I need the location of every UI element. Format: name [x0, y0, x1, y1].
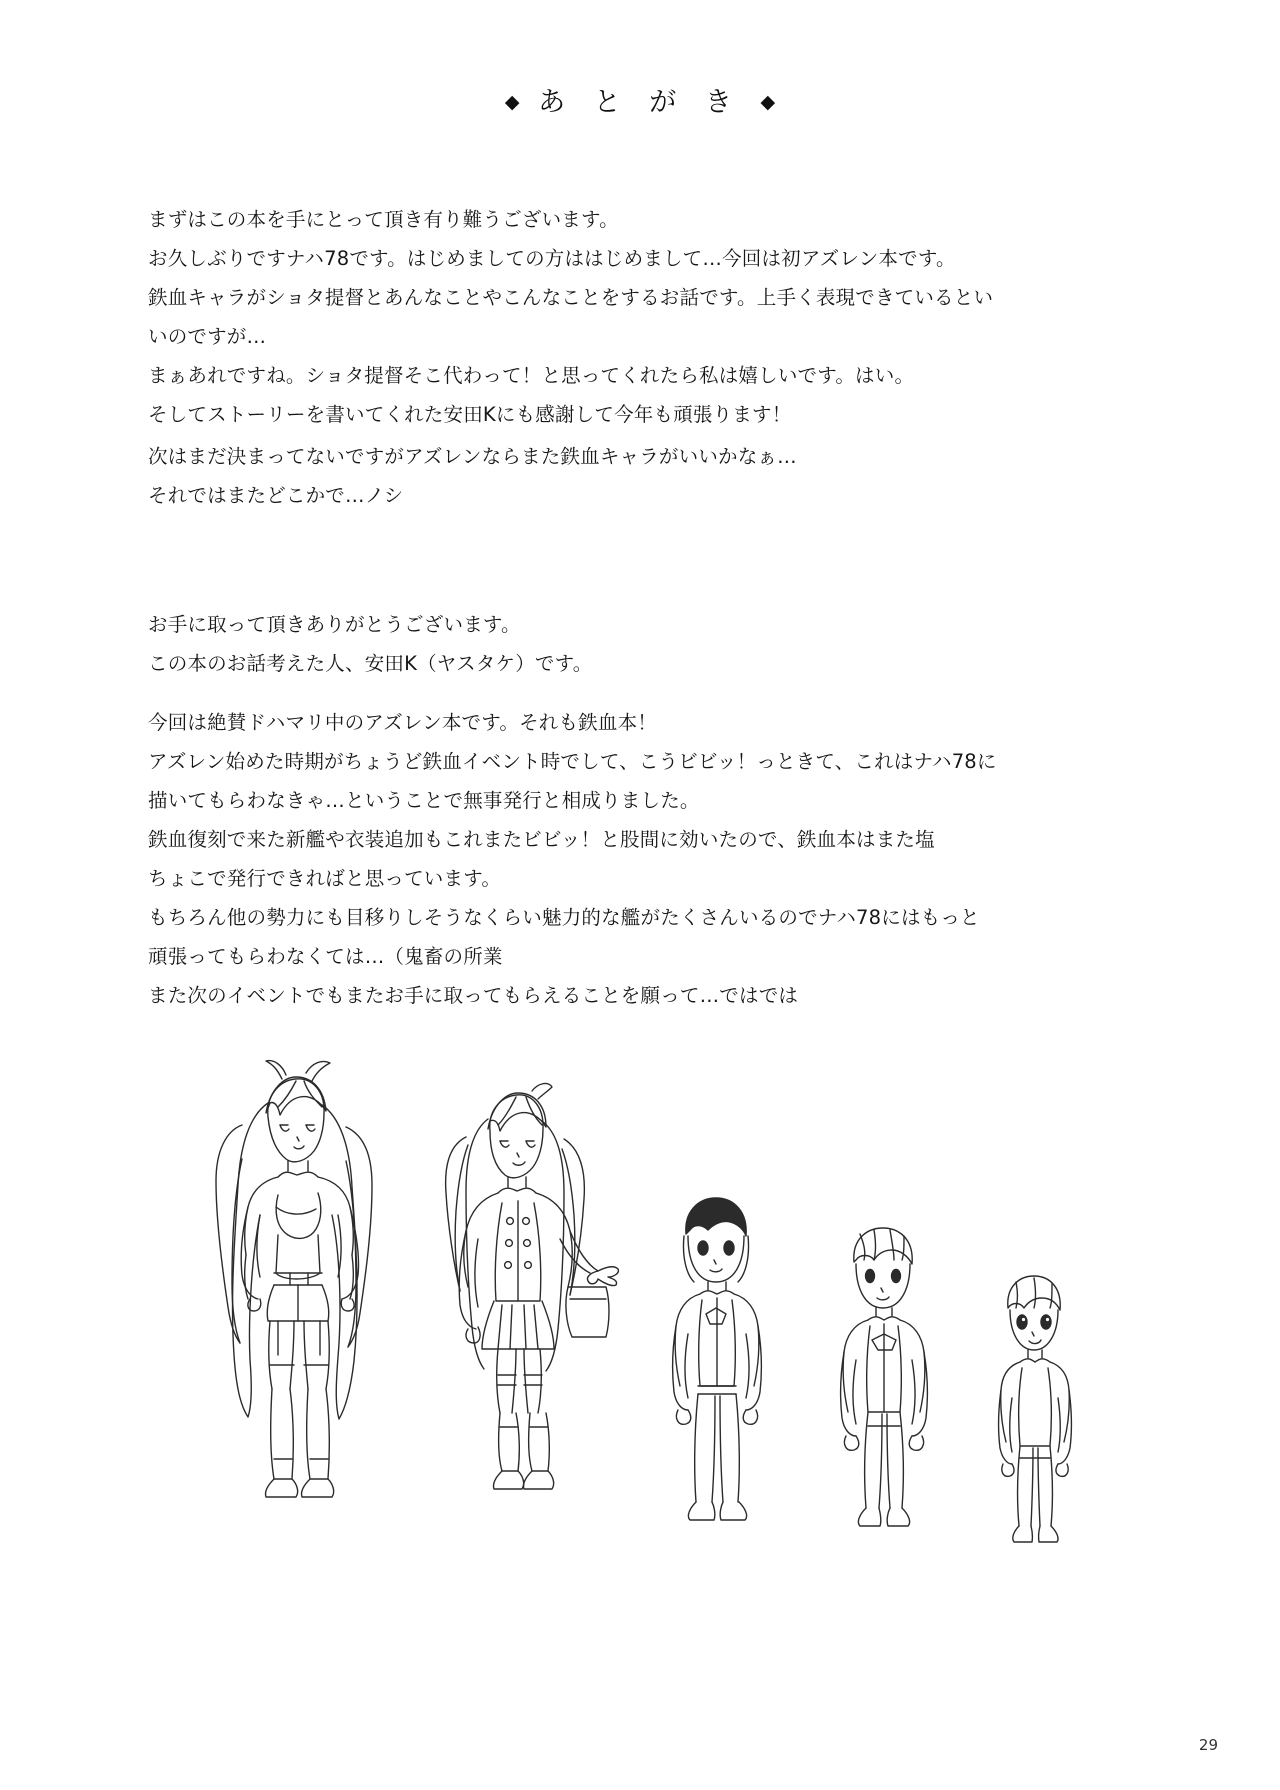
page-title-text: あ と が き	[538, 87, 742, 118]
paragraph-line: お手に取って頂きありがとうございます。	[148, 613, 521, 636]
figure-small-child	[999, 1276, 1072, 1542]
paragraph-line: アズレン始めた時期がちょうど鉄血イベント時でして、こうビビッ！っときて、これはナハ78に	[148, 750, 997, 773]
paragraph-line: それではまたどこかで…ノシ	[148, 484, 404, 507]
paragraph-line: そしてストーリーを書いてくれた安田Kにも感謝して今年も頑張ります！	[148, 403, 792, 426]
paragraph-line: 頑張ってもらわなくては…（鬼畜の所業	[148, 945, 503, 968]
paragraph-line: この本のお話考えた人、安田K（ヤスタケ）です。	[148, 652, 593, 675]
afterword-writer-closing-block	[148, 976, 1008, 1015]
figure-coat-girl	[446, 1084, 619, 1489]
figure-dark-hair-boy	[673, 1198, 762, 1520]
title-ornament-right: ◆	[760, 91, 776, 113]
afterword-artist-block	[148, 200, 1008, 434]
title-ornament-left: ◆	[504, 91, 520, 113]
character-lineup-sketch	[130, 1045, 1150, 1545]
paragraph-line: お久しぶりですナハ78です。はじめましての方ははじめまして…今回は初アズレン本です。	[148, 247, 956, 270]
figure-tall-girl	[216, 1061, 372, 1497]
paragraph-line: 鉄血復刻で来た新艦や衣装追加もこれまたビビッ！と股間に効いたので、鉄血本はまた塩	[148, 828, 935, 851]
afterword-writer-intro-block	[148, 605, 1008, 683]
paragraph-line: また次のイベントでもまたお手に取ってもらえることを願って…ではでは	[148, 984, 799, 1007]
figure-light-hair-boy	[841, 1228, 928, 1526]
paragraph-line: ちょこで発行できればと思っています。	[148, 867, 502, 890]
page-number: 29	[1198, 1736, 1218, 1754]
paragraph-line: まずはこの本を手にとって頂き有り難うございます。	[148, 208, 619, 231]
paragraph-line: 次はまだ決まってないですがアズレンならまた鉄血キャラがいいかなぁ…	[148, 445, 797, 468]
paragraph-line: 今回は絶賛ドハマリ中のアズレン本です。それも鉄血本！	[148, 711, 657, 734]
paragraph-line: 描いてもらわなきゃ…ということで無事発行と相成りました。	[148, 789, 700, 812]
paragraph-line: まぁあれですね。ショタ提督そこ代わって！と思ってくれたら私は嬉しいです。はい。	[148, 364, 915, 387]
page-title	[0, 80, 1280, 119]
afterword-writer-body-block	[148, 703, 1008, 976]
paragraph-line: もちろん他の勢力にも目移りしそうなくらい魅力的な艦がたくさんいるのでナハ78にはもっと	[148, 906, 980, 929]
afterword-artist-next-block	[148, 437, 1008, 515]
paragraph-line: いのですが…	[148, 325, 267, 348]
paragraph-line: 鉄血キャラがショタ提督とあんなことやこんなことをするお話です。上手く表現できているとい	[148, 286, 994, 309]
